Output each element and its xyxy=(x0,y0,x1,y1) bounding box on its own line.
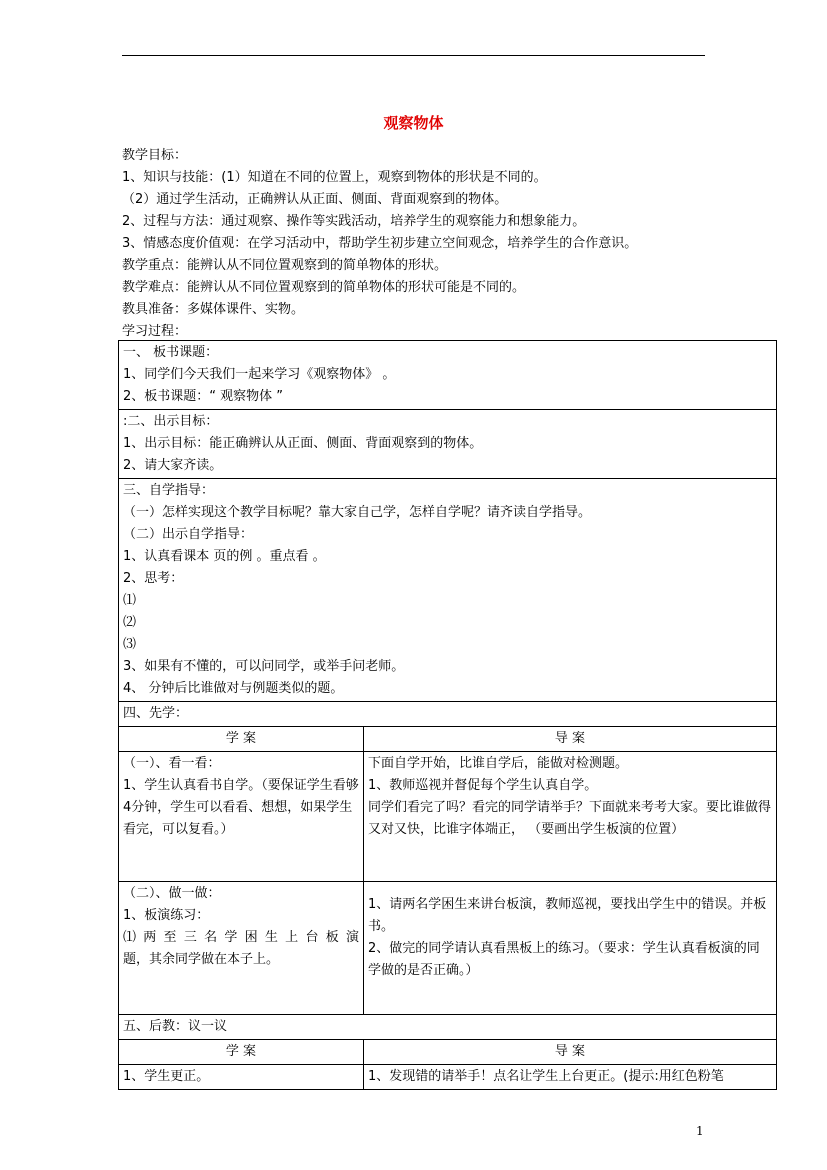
page-title: 观察物体 xyxy=(383,114,444,132)
intro-line: 1、知识与技能：(1）知道在不同的位置上，观察到物体的形状是不同的。 xyxy=(122,170,547,185)
cell-line: 1、请两名学困生来讲台板演，教师巡视，要找出学生中的错误。并板书。 xyxy=(368,897,767,934)
cell-line: 1、学生认真看书自学。（要保证学生看够4分钟，学生可以看看、想想，如果学生看完，可以复看。） xyxy=(123,778,359,837)
intro-line: 教具准备：多媒体课件、实物。 xyxy=(122,302,305,317)
section-show-goals xyxy=(119,410,777,479)
section-line: 1、认真看课本 页的例 。重点看 。 xyxy=(123,549,326,564)
intro-line: 教学难点：能辨认从不同位置观察到的简单物体的形状可能是不同的。 xyxy=(122,280,526,295)
cell-line: 同学们看完了吗？看完的同学请举手？下面就来考考大家。要比谁做得又对又快，比谁字体端正， （要画出学生板演的位置） xyxy=(368,800,772,837)
section-line: （一）怎样实现这个教学目标呢？靠大家自己学，怎样自学呢？请齐读自学指导。 xyxy=(123,505,592,520)
table-row xyxy=(119,882,777,1015)
cell-spacer xyxy=(368,883,772,894)
section-row xyxy=(119,702,777,727)
header-rule xyxy=(122,55,705,56)
teacher-cell xyxy=(364,882,777,1015)
section-row xyxy=(119,341,777,410)
section-post-teach-title: 五、后教：议一议 xyxy=(119,1015,777,1040)
cell-line: （一）、看一看： xyxy=(123,756,221,771)
column-header-row xyxy=(119,1040,777,1065)
section-line: 三、自学指导： xyxy=(123,483,215,498)
section-line: （二）出示自学指导： xyxy=(123,527,254,542)
column-header-student: 学 案 xyxy=(119,1040,364,1065)
intro-line: 教学目标： xyxy=(122,148,188,163)
cell-line: （二）、做一做： xyxy=(123,886,221,901)
intro-line: （2）通过学生活动，正确辨认从正面、侧面、背面观察到的物体。 xyxy=(122,192,508,207)
section-line: ⑴ xyxy=(123,593,137,608)
section-board-title xyxy=(119,341,777,410)
teacher-cell xyxy=(364,1065,777,1090)
cell-line: 题，其余同学做在本子上。 xyxy=(123,952,280,967)
column-header-student: 学 案 xyxy=(119,727,364,752)
student-cell xyxy=(119,752,364,882)
intro-section xyxy=(122,145,782,343)
cell-line: 2、做完的同学请认真看黑板上的练习。（要求：学生认真看板演的同学做的是否正确。） xyxy=(368,941,760,978)
intro-line: 3、情感态度价值观：在学习活动中，帮助学生初步建立空间观念，培养学生的合作意识。 xyxy=(122,236,638,251)
section-line: 1、同学们今天我们一起来学习《观察物体》 。 xyxy=(123,367,396,382)
cell-line: 1、学生更正。 xyxy=(123,1069,210,1084)
cell-line: 1、发现错的请举手！点名让学生上台更正。(提示:用红色粉笔 xyxy=(368,1069,724,1084)
student-cell xyxy=(119,1065,364,1090)
column-header-teacher: 导 案 xyxy=(364,727,777,752)
section-line: 4、 分钟后比谁做对与例题类似的题。 xyxy=(123,681,344,696)
intro-line: 2、过程与方法：通过观察、操作等实践活动，培养学生的观察能力和想象能力。 xyxy=(122,214,586,229)
cell-line: 1、教师巡视并督促每个学生认真自学。 xyxy=(368,778,598,793)
intro-line: 学习过程： xyxy=(122,324,188,339)
section-line: 3、如果有不懂的，可以问同学，或举手问老师。 xyxy=(123,659,405,674)
section-line: 2、请大家齐读。 xyxy=(123,458,223,473)
section-row xyxy=(119,410,777,479)
section-line: 2、板书课题：“ 观察物体 ” xyxy=(123,389,284,404)
student-cell xyxy=(119,882,364,1015)
cell-line: 下面自学开始，比谁自学后，能做对检测题。 xyxy=(368,756,629,771)
column-header-teacher: 导 案 xyxy=(364,1040,777,1065)
table-row xyxy=(119,1065,777,1090)
cell-line: 1、板演练习： xyxy=(123,908,210,923)
column-header-row xyxy=(119,727,777,752)
section-line: :二、出示目标： xyxy=(123,414,219,429)
page-number: 1 xyxy=(696,1124,704,1138)
section-line: ⑵ xyxy=(123,615,137,630)
section-pre-learn-title: 四、先学： xyxy=(119,702,777,727)
section-line: 一、 板书课题： xyxy=(123,345,219,360)
lesson-table xyxy=(118,340,777,1090)
table-row xyxy=(119,752,777,882)
cell-line: ⑴两至三名学困生上台板演 xyxy=(123,930,359,945)
section-row xyxy=(119,479,777,702)
section-line: 2、思考： xyxy=(123,571,184,586)
section-line: 1、出示目标：能正确辨认从正面、侧面、背面观察到的物体。 xyxy=(123,436,483,451)
section-row xyxy=(119,1015,777,1040)
intro-line: 教学重点：能辨认从不同位置观察到的简单物体的形状。 xyxy=(122,258,448,273)
section-self-study xyxy=(119,479,777,702)
section-line: ⑶ xyxy=(123,637,137,652)
teacher-cell xyxy=(364,752,777,882)
